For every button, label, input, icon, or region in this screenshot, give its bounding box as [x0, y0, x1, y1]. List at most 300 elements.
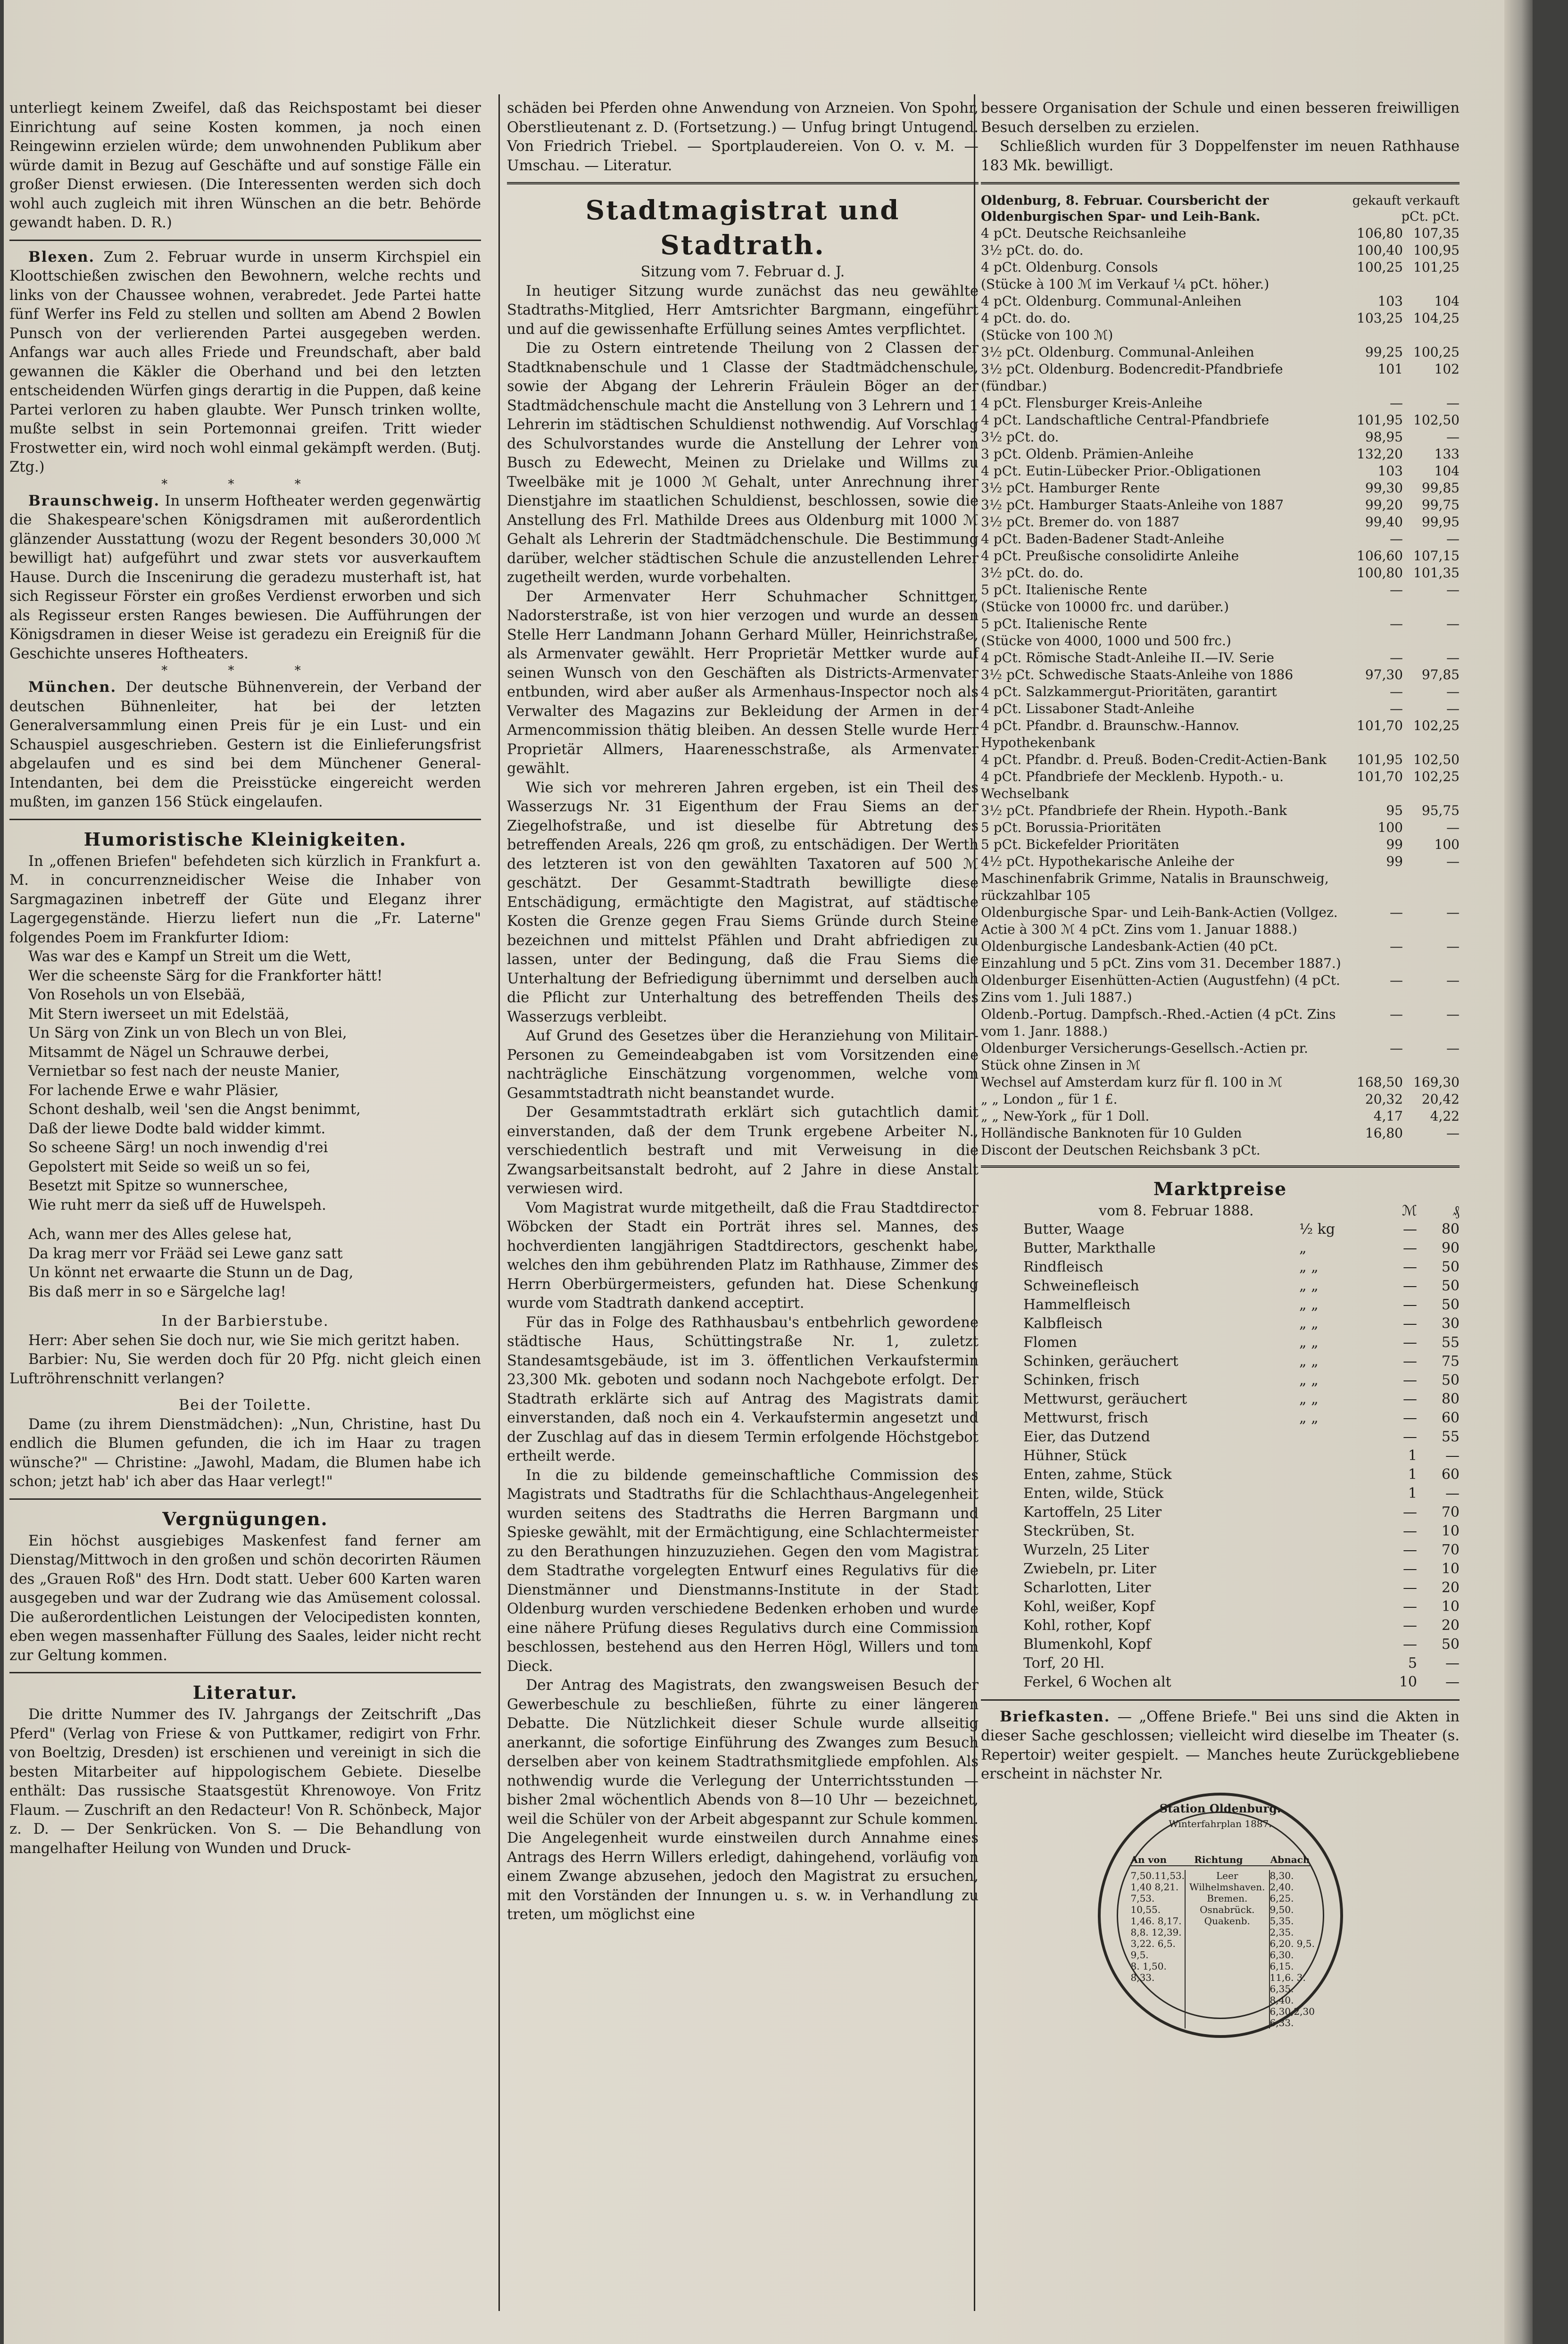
markt-mark: —: [1403, 1353, 1417, 1370]
poem-line: Bis daß merr in so e Särgelche lag!: [28, 1283, 286, 1300]
kurs-name: 5 pCt. Borussia-Prioritäten: [981, 820, 1161, 835]
kurs-name: Oldenb.-Portug. Dampfsch.-Rhed.-Actien (4 pCt. Zins vom 1. Janr. 1888.): [981, 1006, 1336, 1039]
markt-unit: „: [1299, 1239, 1307, 1256]
markt-date: vom 8. Februar 1888.: [1099, 1203, 1254, 1219]
markt-item: Schinken, geräuchert: [1023, 1353, 1178, 1370]
kurs-row: [981, 819, 1460, 836]
kurs-row: [981, 514, 1460, 531]
kurs-row: [981, 259, 1460, 276]
kurs-gekauft: 99: [1386, 837, 1403, 852]
markt-mark: —: [1403, 1541, 1417, 1558]
markt-pfennig: 60: [1441, 1466, 1460, 1483]
markt-mark: —: [1403, 1598, 1417, 1615]
markt-unit: [1299, 1542, 1375, 1561]
markt-row: [981, 1353, 1460, 1372]
kurs-name: 5 pCt. Bickefelder Prioritäten: [981, 837, 1179, 852]
kurs-row: [981, 751, 1460, 768]
kurs-gekauft: 100: [1377, 820, 1403, 835]
col-label: gekauft verkauft: [1352, 193, 1460, 208]
report-paragraph: Die zu Ostern eintretende Theilung von 2 Classen der Stadtknabenschule und 1 Classe der Stadtmädchenschule, sowie der Abgang der Lehrerin Fräulein Böger an der Stadtmädchenschule macht die Anstellung von 3 Lehrern und 1 Lehrerin im städtischen Schuldienst nothwendig. Auf Vorschlag des Schulvorstandes wurde die Anstellung der Lehrer von Busch zu Edewecht, Meinen zu Drielake und Willms zu Tweelbäke mit je 1000 ℳ Gehalt, unter Anrechnung ihrer Dienstjahre im staatlichen Schuldienst, beschlossen, sowie die Anstellung des Frl. Mathilde Drees aus Oldenburg mit 1000 ℳ Gehalt als Lehrerin der Stadtmädchenschule. Die Bestimmung darüber, welcher städtischen Schule die anzustellenden Lehrer zugetheilt werden, wurde vorbehalten.: [507, 340, 979, 586]
kurs-row: [981, 1040, 1460, 1074]
article-body: — „Offene Briefe." Bei uns sind die Akten in dieser Sache geschlossen; vielleicht wird dieselbe im Theater (s. Repertoir) weiter gespielt. — Manches heute Zurückgebliebene erscheint in nächster Nr.: [981, 1708, 1460, 1782]
kurs-verkauft: 4,22: [1430, 1108, 1460, 1124]
kurs-row: [981, 548, 1460, 565]
kurs-verkauft: —: [1446, 616, 1460, 632]
markt-mark: —: [1403, 1390, 1417, 1407]
poem-line: Schont deshalb, weil 'sen die Angst benimmt,: [28, 1101, 361, 1118]
kurs-row: [981, 276, 1460, 293]
kurs-row: [981, 836, 1460, 853]
markt-pfennig: —: [1445, 1654, 1460, 1671]
markt-pfennig: 55: [1441, 1428, 1460, 1445]
kurs-gekauft: 100,40: [1357, 242, 1403, 258]
stamp-arrivals: [1131, 1870, 1185, 2028]
kurs-gekauft: [1346, 327, 1403, 344]
markt-item: Flomen: [1023, 1334, 1077, 1351]
kurs-name: 3½ pCt. Schwedische Staats-Anleihe von 1886: [981, 667, 1294, 682]
markt-mark: —: [1403, 1239, 1417, 1256]
kurs-gekauft: —: [1390, 582, 1403, 598]
kurs-name: 4 pCt. Deutsche Reichsanleihe: [981, 225, 1186, 241]
kurs-gekauft: —: [1390, 939, 1403, 954]
kurs-name: 4 pCt. Lissaboner Stadt-Anleihe: [981, 701, 1195, 716]
markt-mark: 1: [1408, 1485, 1417, 1502]
markt-row: [981, 1259, 1460, 1278]
kurs-gekauft: 106,80: [1357, 225, 1403, 241]
report-paragraph: Der Armenvater Herr Schuhmacher Schnittger, Nadorsterstraße, ist von hier verzogen und wurde an dessen Stelle Herr Landmann Johann Gerhard Müller, Heinrichstraße, als Armenvater gewählt. Herr Proprietär Mettker wurde auf seinen Wunsch von den Geschäften als Districts-Armenvater entbunden, wird aber außer als Armenhaus-Inspector noch als Verwalter des Magazins zur Bekleidung der Armen in der Armencommission thätig bleiben. An dessen Stelle wurde Herr Proprietär Allmers, Haarenesschstraße, als Armenvater gewählt.: [507, 588, 979, 777]
kurs-gekauft: —: [1390, 531, 1403, 547]
kurs-gekauft: [1346, 598, 1403, 615]
timetable-stamp: [1098, 1793, 1343, 2038]
markt-pfennig: —: [1445, 1447, 1460, 1464]
kurs-name: „ „ London „ für 1 £.: [981, 1091, 1118, 1107]
kurs-name: 4 pCt. Salzkammergut-Prioritäten, garantirt: [981, 684, 1277, 699]
kurs-gekauft: 98,95: [1365, 429, 1403, 445]
kurs-name: 4 pCt. Oldenburg. Communal-Anleihen: [981, 293, 1242, 309]
kurs-name: 3½ pCt. Hamburger Rente: [981, 480, 1160, 496]
kurs-row: [981, 446, 1460, 463]
section-heading: Marktpreise: [1153, 1178, 1287, 1199]
markt-unit: [1299, 1429, 1375, 1447]
kurs-name: 4 pCt. Flensburger Kreis-Anleihe: [981, 395, 1203, 411]
article-title: Blexen.: [28, 248, 95, 266]
markt-unit: „ „: [1299, 1277, 1319, 1294]
column-2: [507, 99, 979, 1925]
kurs-name: 3½ pCt. Pfandbriefe der Rhein. Hypoth.-Bank: [981, 803, 1287, 818]
stamp-entry: 6,30,2,30: [1269, 2005, 1315, 2017]
markt-item: Rindfleisch: [1023, 1258, 1103, 1275]
markt-pfennig: 75: [1441, 1353, 1460, 1370]
column-1: [9, 99, 481, 1858]
markt-mark: —: [1403, 1258, 1417, 1275]
section-heading: Literatur.: [192, 1682, 298, 1703]
markt-unit: „ „: [1299, 1315, 1319, 1332]
markt-pfennig: 50: [1441, 1296, 1460, 1313]
intro-paragraph: unterliegt keinem Zweifel, daß das Reichspostamt bei dieser Einrichtung auf seine Kosten kommen, ja noch einen Reingewinn erzielen würde; dem unwohnenden Publikum aber würde damit in Bezug auf Geschäfte und auf sonstige Fälle ein großer Dienst erwiesen. (Die Interessenten werden sich doch wohl auch zugleich mit ihren Wünschen an die betr. Behörde gewandt haben. D. R.): [9, 100, 481, 231]
divider: [9, 819, 481, 820]
stamp-col: An von: [1130, 1854, 1167, 1865]
kurs-verkauft: 102,50: [1413, 412, 1460, 428]
kurs-row: [981, 700, 1460, 717]
report-paragraph: Auf Grund des Gesetzes über die Heranziehung von Militair-Personen zu Gemeindeabgaben ist vom Vorsitzenden eine nachträgliche Einschätzung vorgenommen, welche vom Gesammtstadtrath nicht beanstandet wurde.: [507, 1028, 979, 1102]
kurs-name: 3½ pCt. Oldenburg. Bodencredit-Pfandbriefe (fündbar.): [981, 361, 1283, 394]
markt-item: Kartoffeln, 25 Liter: [1023, 1504, 1162, 1521]
stadtrath-continued-2: Schließlich wurden für 3 Doppelfenster im neuen Rathhause 183 Mk. bewilligt.: [981, 138, 1460, 174]
kurs-name: Discont der Deutschen Reichsbank 3 pCt.: [981, 1142, 1261, 1158]
markt-pfennig: 50: [1441, 1371, 1460, 1388]
kurs-gekauft: —: [1390, 973, 1403, 988]
markt-unit: „ „: [1299, 1258, 1319, 1275]
markt-mark: 1: [1408, 1466, 1417, 1483]
literatur-continued: schäden bei Pferden ohne Anwendung von Arzneien. Von Spohr, Oberstlieutenant z. D. (Fortsetzung.) — Unfug bringt Untugend. Von Friedrich Triebel. — Sportplaudereien. Von O. v. M. — Umschau. — Literatur.: [507, 100, 979, 174]
kurs-row: [981, 242, 1460, 259]
col-label: pCt. pCt.: [1401, 209, 1460, 224]
poem-line: For lachende Erwe e wahr Pläsier,: [28, 1082, 279, 1099]
stamp-title: Station Oldenburg.: [1159, 1801, 1281, 1815]
markt-mark: —: [1403, 1522, 1417, 1539]
poem-line: Von Rosehols un von Elsebää,: [28, 987, 246, 1003]
kurs-verkauft: 101,35: [1413, 565, 1460, 581]
poem-line: Daß der liewe Dodte bald widder kimmt.: [28, 1120, 326, 1137]
kurs-row: [981, 310, 1460, 327]
kurs-name: 4 pCt. Preußische consolidirte Anleihe: [981, 548, 1239, 564]
kurs-name: Oldenburger Eisenhütten-Actien (Augustfehn) (4 pCt. Zins vom 1. Juli 1887.): [981, 973, 1340, 1005]
kurs-verkauft: —: [1446, 854, 1460, 869]
kurs-name: (Stücke von 10000 frc. und darüber.): [981, 599, 1229, 615]
kurs-verkauft: —: [1446, 701, 1460, 716]
divider: [507, 182, 979, 186]
stamp-entry: 8,33.: [1130, 1971, 1155, 1983]
kurs-row: [981, 463, 1460, 480]
report-paragraph: In die zu bildende gemeinschaftliche Commission des Magistrats und Stadtraths für die Schlachthaus-Angelegenheit wurden seitens des Stadtraths die Herren Bargmann und Spieske gewählt, mit der Ermächtigung, eine Schlachtermeister zu den Berathungen hinzuzuziehen. Gegen den vom Magistrat dem Stadtrathe vorgelegten Entwurf eines Regulativs für die Dienstmänner und Dienstmanns-Institute in der Stadt Oldenburg wurden verschiedene Bedenken erhoben und wurde eine nähere Prüfung dieses Regulativs durch eine Commission beschlossen, bestehend aus den Herren Högl, Willers und tom Dieck.: [507, 1467, 979, 1675]
kurs-name: (Stücke von 4000, 1000 und 500 frc.): [981, 633, 1231, 648]
markt-unit: [1299, 1674, 1375, 1693]
stamp-grid: [1130, 1854, 1315, 2028]
markt-item: Kohl, weißer, Kopf: [1023, 1598, 1155, 1615]
sitzung-date: Sitzung vom 7. Februar d. J.: [640, 264, 845, 280]
kurs-gekauft: 101,70: [1357, 718, 1403, 733]
kurs-verkauft: —: [1446, 1006, 1460, 1022]
kurs-row: [981, 649, 1460, 666]
kurs-verkauft: —: [1446, 1125, 1460, 1141]
subheading: In der Barbierstube.: [161, 1313, 329, 1330]
markt-item: Kohl, rother, Kopf: [1023, 1617, 1151, 1634]
kurs-row: [981, 768, 1460, 802]
kurs-name: 3½ pCt. do. do.: [981, 565, 1084, 581]
kurs-gekauft: 103: [1377, 463, 1403, 479]
column-3: [981, 99, 1460, 2038]
markt-item: Butter, Waage: [1023, 1221, 1125, 1238]
kurs-verkauft: 169,30: [1413, 1074, 1460, 1090]
kurs-row: [981, 429, 1460, 446]
kurs-gekauft: 99,25: [1365, 344, 1403, 360]
kurs-row: [981, 395, 1460, 412]
article-body: Der deutsche Bühnenverein, der Verband der deutschen Bühnenleiter, hat bei der letzten Generalversammlung einen Preis für je ein Lust- und ein Schauspiel ausgeschrieben. Gestern ist die Einlieferungsfrist abgelaufen und es sind bei dem Münchener General-Intendanten, bei dem die Preisstücke eingereicht werden mußten, im ganzen 156 Stück eingelaufen.: [9, 679, 481, 810]
kurs-name: 4 pCt. Landschaftliche Central-Pfandbriefe: [981, 412, 1269, 428]
stamp-entry: 8. 1,50.: [1130, 1960, 1167, 1972]
kurs-row: [981, 344, 1460, 361]
kurs-verkauft: —: [1446, 650, 1460, 665]
markt-row: [981, 1636, 1460, 1655]
page-fold-shadow: [1504, 0, 1533, 2344]
kurs-row: [981, 938, 1460, 972]
poem-line: Un Särg von Zink un von Blech un von Blei,: [28, 1025, 347, 1041]
markt-mark: —: [1403, 1560, 1417, 1577]
kurs-gekauft: 168,50: [1357, 1074, 1403, 1090]
kurs-row: [981, 598, 1460, 615]
briefkasten: [981, 1707, 1460, 1784]
kurs-row: [981, 1108, 1460, 1125]
kurs-name: (Stücke à 100 ℳ im Verkauf ¼ pCt. höher.): [981, 276, 1269, 292]
kurs-row: [981, 531, 1460, 548]
kurs-gekauft: 101: [1377, 361, 1403, 377]
kurs-verkauft: [1403, 632, 1460, 649]
stamp-entry: 8,8. 12,39.: [1130, 1926, 1182, 1938]
kurs-name: Oldenburgische Spar- und Leih-Bank-Actien (Vollgez. Actie à 300 ℳ 4 pCt. Zins vom 1. Januar 1888.): [981, 905, 1338, 937]
kurs-verkauft: —: [1446, 684, 1460, 699]
kurs-gekauft: [1346, 632, 1403, 649]
kurs-verkauft: 101,25: [1413, 259, 1460, 275]
article-body: Zum 2. Februar wurde in unserm Kirchspiel ein Kloottschießen zwischen den Bewohnern, welche rechts und links von der Chaussee wohnen, verabredet. Jede Partei hatte fünf Werfer ins Feld zu stellen und sollten am Abend 2 Bowlen Punsch von der verlierenden Partei ausgegeben werden. Anfangs war auch alles Friede und Freundschaft, aber bald gewannen die Käkler die Oberhand und bei den letzten entscheidenden Würfen gings derartig in die Puppen, daß keine Partei verloren zu haben glaubte. Wer Punsch trinken wollte, mußte selbst in sein Portemonnai greifen. Tritt wieder Frostwetter ein, wird noch wohl einmal gekämpft werden. (Butj. Ztg.): [9, 249, 481, 475]
markt-mark: —: [1403, 1315, 1417, 1332]
marktpreise-table: [981, 1221, 1460, 1693]
kurs-row: [981, 480, 1460, 497]
markt-mark: 10: [1399, 1673, 1417, 1690]
article-title: Braunschweig.: [28, 492, 160, 509]
kurs-gekauft: 100,25: [1357, 259, 1403, 275]
divider: [981, 182, 1460, 186]
kurs-verkauft: —: [1446, 973, 1460, 988]
kurs-verkauft: —: [1446, 905, 1460, 920]
kurs-name: 4 pCt. Pfandbriefe der Mecklenb. Hypoth.- u. Wechselbank: [981, 769, 1284, 801]
stamp-departures: [1270, 1870, 1315, 2028]
markt-pfennig: 50: [1441, 1277, 1460, 1294]
kurs-verkauft: 107,15: [1413, 548, 1460, 564]
markt-unit: [1299, 1485, 1375, 1504]
article-braunschweig: [9, 491, 481, 664]
divider: [9, 240, 481, 241]
kurs-row: [981, 1125, 1460, 1142]
kurs-row: [981, 565, 1460, 582]
article-title: München.: [28, 679, 117, 696]
stamp-entry: 6,20. 9,5.: [1269, 1937, 1315, 1949]
poem-line: Vernietbar so fest nach der neuste Manier,: [28, 1063, 340, 1080]
kurs-gekauft: 95: [1386, 803, 1403, 818]
kurs-row: [981, 717, 1460, 751]
markt-row: [981, 1674, 1460, 1693]
asterism: * * *: [161, 477, 329, 491]
kurs-gekauft: 99,20: [1365, 497, 1403, 513]
kurs-gekauft: —: [1390, 905, 1403, 920]
kurs-gekauft: 100,80: [1357, 565, 1403, 581]
markt-row: [981, 1598, 1460, 1617]
markt-mark: —: [1403, 1371, 1417, 1388]
markt-mark: 1: [1408, 1447, 1417, 1464]
markt-item: Enten, wilde, Stück: [1023, 1485, 1164, 1502]
stamp-subtitle: Winterfahrplan 1887.: [1169, 1818, 1272, 1829]
markt-unit: [1299, 1598, 1375, 1617]
divider: [9, 1672, 481, 1673]
report-paragraph: Für das in Folge des Rathhausbau's entbehrlich gewordene städtische Haus, Schüttingstraße Nr. 1, zuletzt Standesamtsgebäude, ist im 3. öffentlichen Verkaufstermin 23,300 Mk. geboten und sodann noch Nachgebote erfolgt. Der Stadtrath erklärte sich auf Antrag des Magistrats damit einverstanden, daß noch ein 4. Verkaufstermin angesetzt und der Zuschlag auf das in diesem Termin erfolgende Höchstgebot ertheilt werde.: [507, 1314, 979, 1464]
markt-pfennig: 50: [1441, 1636, 1460, 1653]
kurs-gekauft: 103: [1377, 293, 1403, 309]
markt-mark: —: [1403, 1617, 1417, 1634]
markt-item: Kalbfleisch: [1023, 1315, 1103, 1332]
markt-item: Hammelfleisch: [1023, 1296, 1131, 1313]
markt-mark: —: [1403, 1296, 1417, 1313]
markt-mark: —: [1403, 1579, 1417, 1596]
divider: [9, 1498, 481, 1500]
markt-row: [981, 1410, 1460, 1429]
article-title: Briefkasten.: [1000, 1708, 1111, 1725]
kurs-gekauft: —: [1390, 616, 1403, 632]
markt-row: [981, 1429, 1460, 1447]
markt-item: Enten, zahme, Stück: [1023, 1466, 1172, 1483]
markt-mark: —: [1403, 1636, 1417, 1653]
kurs-row: [981, 1091, 1460, 1108]
markt-row: [981, 1297, 1460, 1315]
stamp-entry: Bremen.: [1207, 1892, 1248, 1904]
stamp-entry: 1,40 8,21.: [1130, 1881, 1179, 1893]
kurs-verkauft: 99,85: [1421, 480, 1460, 496]
markt-unit: [1299, 1523, 1375, 1542]
markt-pfennig: 70: [1441, 1504, 1460, 1521]
markt-pfennig: 50: [1441, 1258, 1460, 1275]
markt-row: [981, 1447, 1460, 1466]
kurs-verkauft: 107,35: [1413, 225, 1460, 241]
report-paragraph: Der Antrag des Magistrats, den zwangsweisen Besuch der Gewerbeschule zu beschließen, führte zu einer längeren Debatte. Die Nützlichkeit dieser Schule wurde allseitig anerkannt, die sofortige Einführung des Zwanges zum Besuch derselben aber von keinem Stadtrathsmitgliede empfohlen. Als nothwendig wurde die Verlegung der Unterrichtsstunden — bisher 2mal wöchentlich Abends von 8—10 Uhr — bezeichnet, weil die Schüler von der Arbeit abgespannt zur Schule kommen. Die Angelegenheit wurde einstweilen durch Annahme eines Antrags des Herrn Willers erledigt, dahingehend, vorläufig von einem Zwange abzusehen, jedoch den Magistrat zu ersuchen, mit den Vorständen der Innungen u. s. w. in Verhandlung zu treten, um möglichst eine: [507, 1677, 979, 1923]
stamp-col: Abnach: [1270, 1854, 1310, 1865]
stamp-entry: 6,33.: [1269, 2017, 1294, 2028]
markt-unit: [1299, 1636, 1375, 1655]
poem-line: Wer die scheenste Särg for die Frankforter hätt!: [28, 967, 383, 984]
poem-line: Un könnt net erwaarte die Stunn un de Dag,: [28, 1264, 354, 1281]
report-paragraph: Vom Magistrat wurde mitgetheilt, daß die Frau Stadtdirector Wöbcken der Stadt ein Porträt ihres sel. Mannes, des hochverdienten langjährigen Stadtdirectors, geschenkt habe, welches den ihm gebührenden Platz im Rathhause, Zimmer des Herrn Oberbürgermeisters, gefunden hat. Diese Schenkung wurde vom Stadtrath dankend acceptirt.: [507, 1199, 979, 1312]
markt-row: [981, 1561, 1460, 1579]
dialogue-line: Barbier: Nu, Sie werden doch für 20 Pfg. nicht gleich einen Luftröhrenschnitt verlangen?: [9, 1351, 481, 1387]
markt-unit: [1299, 1655, 1375, 1674]
kurs-name: 5 pCt. Italienische Rente: [981, 616, 1147, 632]
poem-line: Was war des e Kampf un Streit um die Wett,: [28, 948, 351, 965]
markt-unit: [1299, 1561, 1375, 1579]
markt-row: [981, 1542, 1460, 1561]
dialogue-paragraph: Dame (zu ihrem Dienstmädchen): „Nun, Christine, hast Du endlich die Blumen gefunden, die ich im Haar zu tragen wünsche?" — Christine: „Jawohl, Madam, die Blumen habe ich schon; jetzt hab' ich aber das Haar verlegt!": [9, 1416, 481, 1490]
kursbericht-table: [981, 225, 1460, 1159]
kurs-name: 4 pCt. do. do.: [981, 310, 1071, 326]
markt-item: Zwiebeln, pr. Liter: [1023, 1560, 1156, 1577]
markt-unit: „ „: [1299, 1390, 1319, 1407]
stamp-directions: [1185, 1870, 1270, 2028]
stamp-entry: Quakenb.: [1204, 1915, 1250, 1927]
kurs-verkauft: [1403, 1142, 1460, 1159]
kurs-gekauft: 20,32: [1365, 1091, 1403, 1107]
kurs-gekauft: —: [1390, 395, 1403, 411]
kurs-gekauft: 103,25: [1357, 310, 1403, 326]
kurs-gekauft: 99,30: [1365, 480, 1403, 496]
col-label: ℳ: [1402, 1203, 1417, 1219]
markt-pfennig: 10: [1441, 1598, 1460, 1615]
markt-pfennig: 80: [1441, 1390, 1460, 1407]
stamp-entry: 6,30. 6,15.: [1269, 1949, 1294, 1972]
kurs-verkauft: 95,75: [1421, 803, 1460, 818]
kurs-gekauft: —: [1390, 1040, 1403, 1056]
kurs-verkauft: [1403, 276, 1460, 293]
markt-unit: ½ kg: [1299, 1221, 1335, 1238]
kurs-gekauft: [1346, 276, 1403, 293]
stamp-col: Richtung: [1194, 1854, 1243, 1865]
kurs-verkauft: —: [1446, 395, 1460, 411]
markt-pfennig: —: [1445, 1673, 1460, 1690]
markt-row: [981, 1655, 1460, 1674]
markt-item: Torf, 20 Hl.: [1023, 1654, 1105, 1671]
kurs-gekauft: 106,60: [1357, 548, 1403, 564]
section-heading: Humoristische Kleinigkeiten.: [83, 828, 407, 850]
markt-item: Schinken, frisch: [1023, 1371, 1140, 1388]
markt-pfennig: 10: [1441, 1560, 1460, 1577]
poem-line: Gepolstert mit Seide so weiß un so fei,: [28, 1158, 311, 1175]
report-paragraph: In heutiger Sitzung wurde zunächst das neu gewählte Stadtraths-Mitglied, Herr Amtsrichter Bargmann, eingeführt und auf die gewissenhafte Erfüllung seines Amtes verpflichtet.: [507, 283, 979, 338]
kurs-verkauft: —: [1446, 429, 1460, 445]
markt-mark: —: [1403, 1221, 1417, 1238]
asterism: * * *: [161, 664, 329, 678]
kurs-row: [981, 683, 1460, 700]
kurs-verkauft: 133: [1434, 446, 1460, 462]
kurs-verkauft: 102,25: [1413, 769, 1460, 784]
kurs-row: [981, 904, 1460, 938]
markt-mark: —: [1403, 1504, 1417, 1521]
markt-unit: [1299, 1447, 1375, 1466]
markt-unit: „ „: [1299, 1409, 1319, 1426]
kurs-gekauft: 99: [1386, 854, 1403, 869]
kurs-row: [981, 615, 1460, 632]
kurs-name: 3½ pCt. Bremer do. von 1887: [981, 514, 1180, 530]
kurs-name: Oldenburger Versicherungs-Gesellsch.-Actien pr. Stück ohne Zinsen in ℳ: [981, 1040, 1308, 1073]
markt-row: [981, 1334, 1460, 1353]
markt-pfennig: 20: [1441, 1579, 1460, 1596]
kurs-verkauft: —: [1446, 582, 1460, 598]
kurs-name: 4 pCt. Oldenburg. Consols: [981, 259, 1158, 275]
markt-mark: —: [1403, 1428, 1417, 1445]
markt-item: Steckrüben, St.: [1023, 1522, 1135, 1539]
kurs-verkauft: 102,50: [1413, 752, 1460, 767]
markt-mark: 5: [1408, 1654, 1417, 1671]
article-body: In unserm Hoftheater werden gegenwärtig die Shakespeare'schen Königsdramen mit außerordentlich glänzender Ausstattung (wozu der Regent besonders 30,000 ℳ bewilligt hat) aufgeführt und zwar stets vor ausverkauftem Hause. Durch die Inscenirung die geradezu musterhaft ist, hat sich Regisseur Förster ein großes Verdienst erworben und sich als Regisseur ersten Ranges bewiesen. Die Aufführungen der Königsdramen in dieser Weise ist geradezu ein Ereigniß für die Geschichte unseres Hoftheaters.: [9, 492, 481, 662]
poem-line: Ach, wann mer des Alles gelese hat,: [28, 1226, 292, 1243]
kurs-name: 3½ pCt. Hamburger Staats-Anleihe von 1887: [981, 497, 1284, 513]
kurs-row: [981, 327, 1460, 344]
kurs-row: [981, 802, 1460, 819]
stadtrath-continued: bessere Organisation der Schule und einen besseren freiwilligen Besuch derselben zu erzielen.: [981, 100, 1460, 136]
markt-unit: [1299, 1466, 1375, 1485]
kurs-verkauft: 104: [1434, 463, 1460, 479]
kurs-gekauft: [1346, 1142, 1403, 1159]
kurs-verkauft: 100: [1434, 837, 1460, 852]
literatur-body: Die dritte Nummer des IV. Jahrgangs der Zeitschrift „Das Pferd" (Verlag von Friese & von Puttkamer, redigirt von Frhr. von Boeltzig, Dresden) ist erschienen und vereinigt in sich die besten Mitarbeiter auf hippologischem Gebiete. Dieselbe enthält: Das russische Staatsgestüt Khrenowoye. Von Fritz Flaum. — Zuschrift an den Redacteur! Von R. Schönbeck, Major z. D. — Der Senkrücken. Von S. — Die Behandlung von mangelhafter Heilung von Wunden und Druck-: [9, 1706, 481, 1857]
markt-row: [981, 1372, 1460, 1391]
kurs-verkauft: 104: [1434, 293, 1460, 309]
stamp-entry: 5,35. 2,35.: [1269, 1915, 1294, 1938]
poem-line: So scheene Särg! un noch inwendig d'rei: [28, 1139, 328, 1156]
markt-pfennig: 55: [1441, 1334, 1460, 1351]
markt-unit: [1299, 1617, 1375, 1636]
kurs-gekauft: 132,20: [1357, 446, 1403, 462]
kurs-verkauft: 99,95: [1421, 514, 1460, 530]
stamp-entry: 8,30. 2,40.: [1269, 1870, 1294, 1893]
kurs-row: [981, 1142, 1460, 1159]
kurs-row: [981, 225, 1460, 242]
kurs-name: „ „ New-York „ für 1 Doll.: [981, 1108, 1150, 1124]
stamp-entry: 1,46. 8,17.: [1130, 1915, 1182, 1927]
